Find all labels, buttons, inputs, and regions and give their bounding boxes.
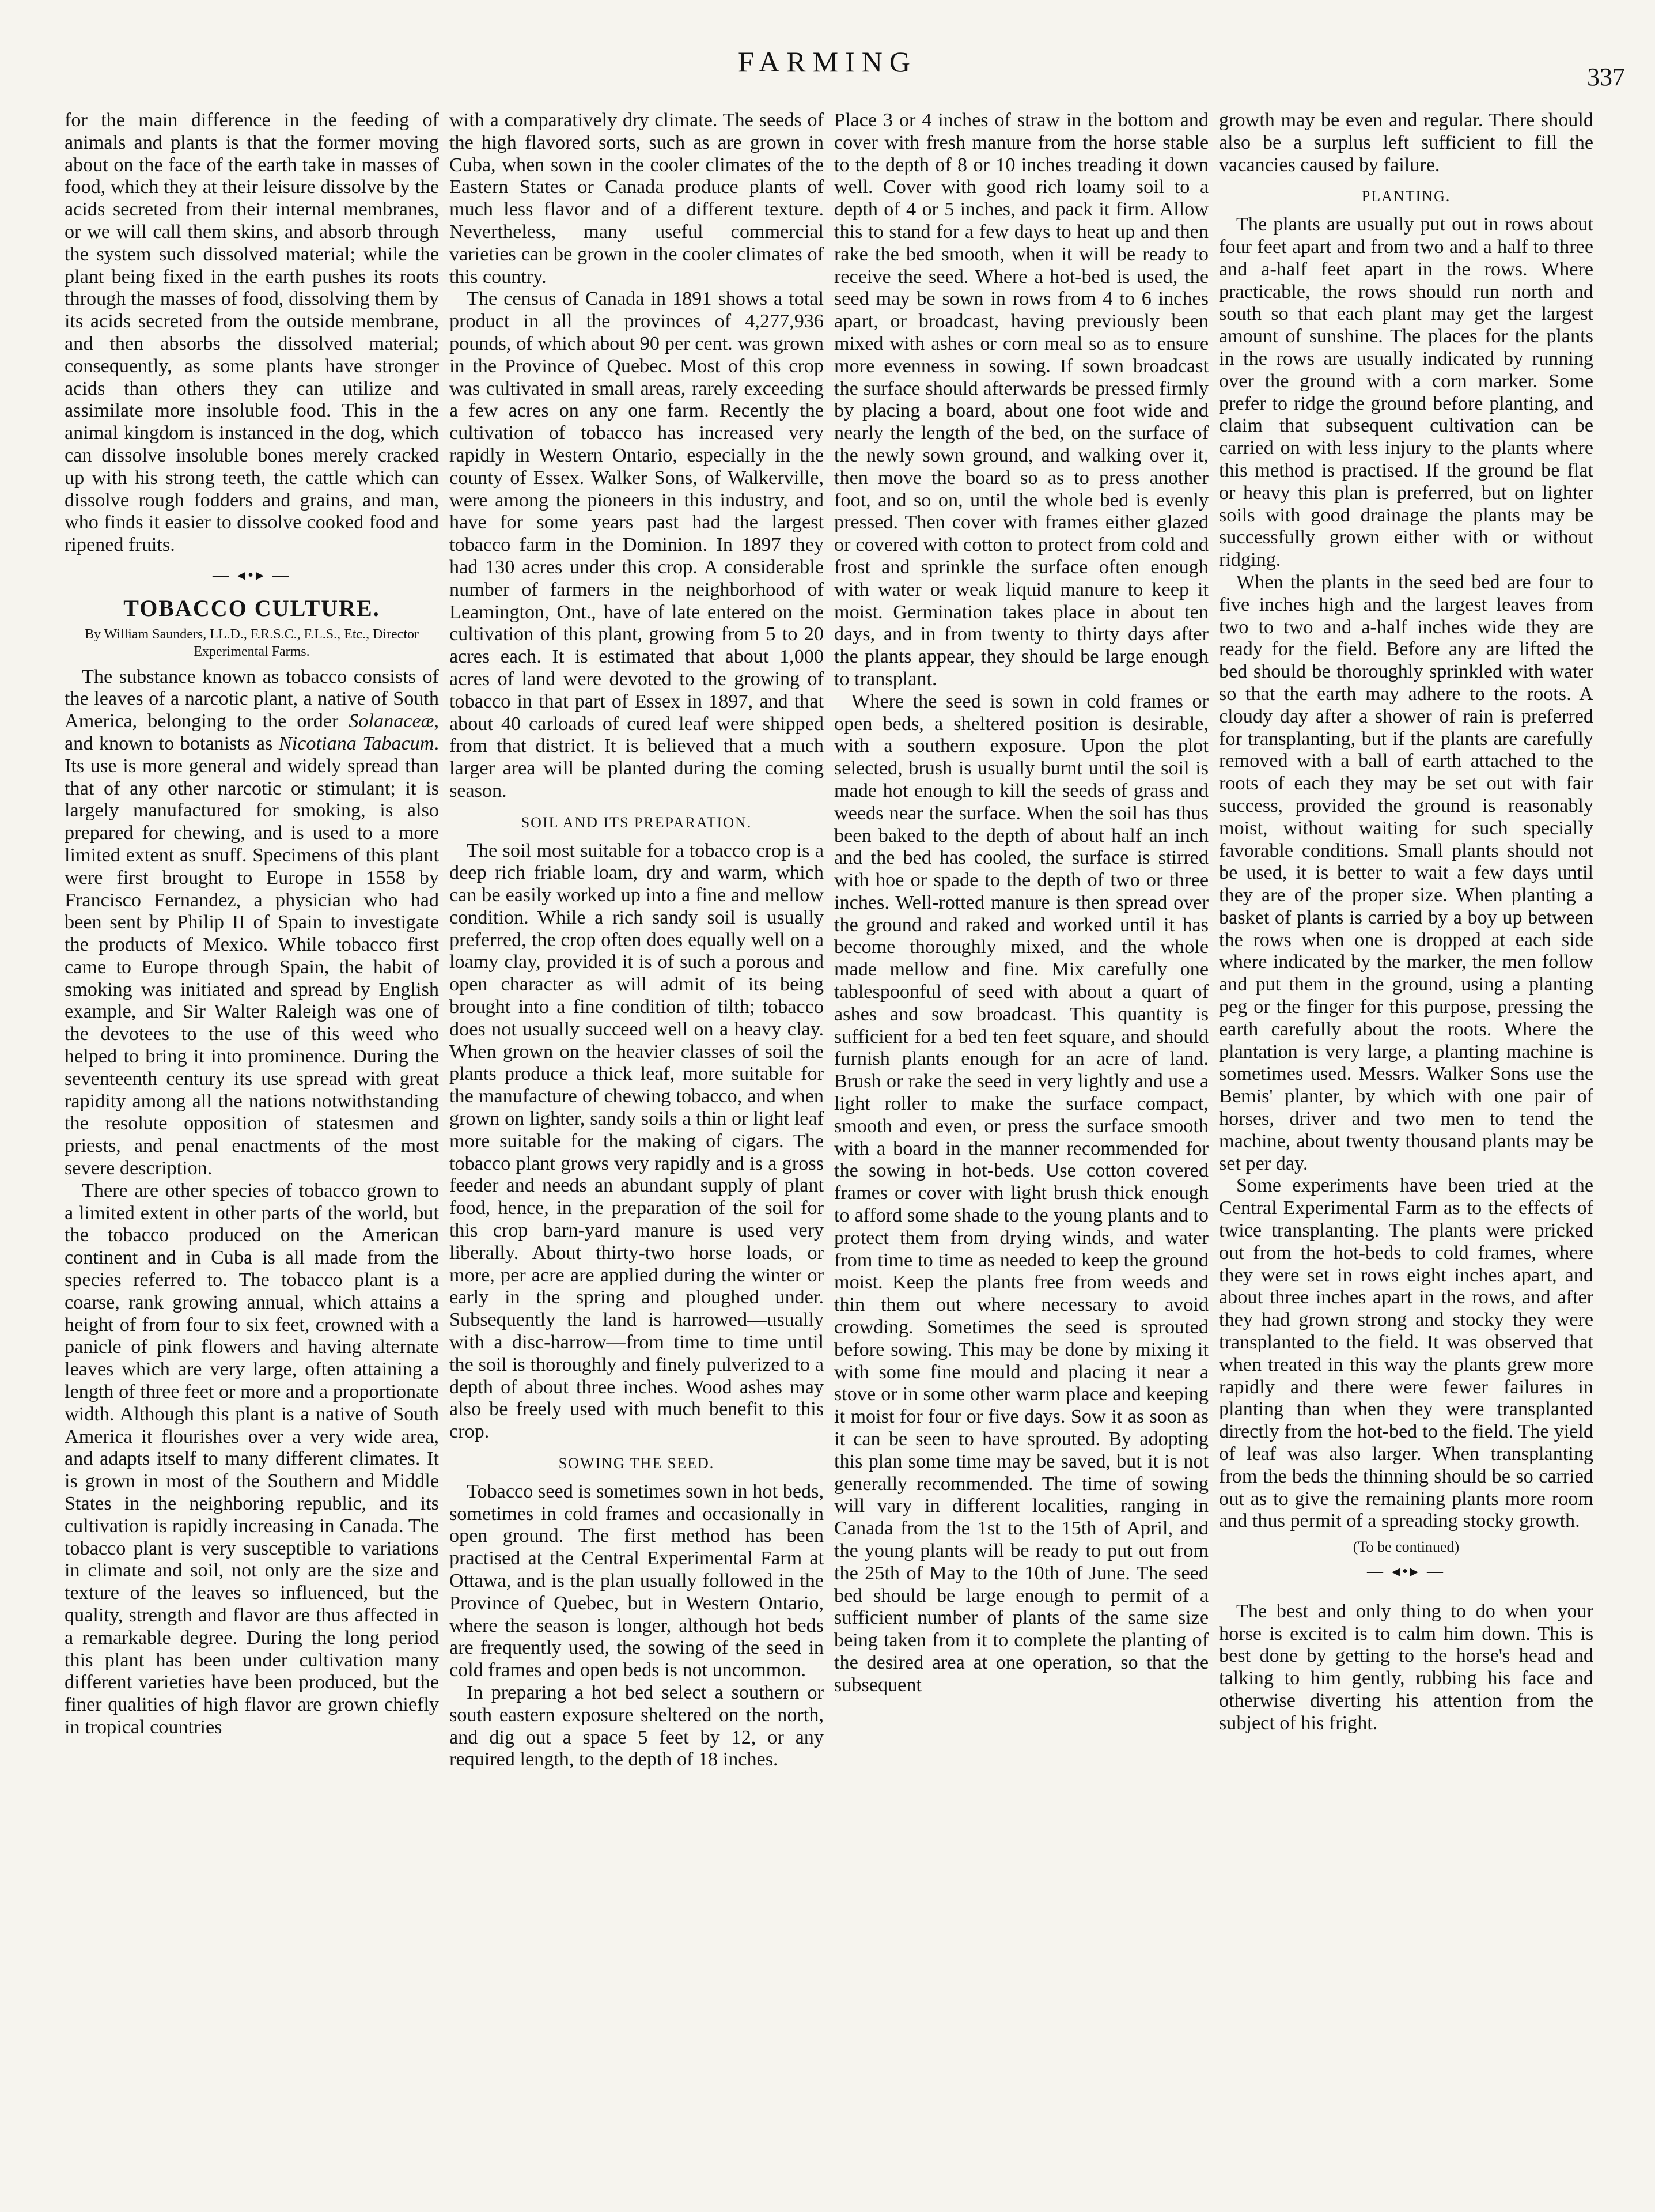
section-heading: SOWING THE SEED. [558, 1455, 715, 1472]
paragraph: Where the seed is sown in cold frames or open beds, a sheltered position is desirable, with a southern exposure. Upon the plot selected, brush is usually burnt until the soil is made hot enough to kill the seeds of grass and weeds near the surface. When the soil has thus been baked to the depth of about half an inch and the bed has cooled, the surface is stirred with hoe or spade to the depth of two or three inches. Well-rotted manure is then spread over the ground and raked and worked until it has become thoroughly mixed, and the whole made mellow and fine. Mix carefully one tablespoonful of seed with about a quart of ashes and sow broadcast. This quantity is sufficient for a bed ten feet square, and should furnish plants enough for an acre of land. Brush or rake the seed in very lightly and use a light roller to make the surface compact, smooth and even, or press the surface smooth with a board in the manner recommended for the sowing in hot-beds. Use cotton covered frames or cover with light brush thick enough to afford some shade to the young plants and to protect them from drying winds, and water from time to time as needed to keep the ground moist. Keep the plants free from weeds and thin them out where necessary to avoid crowding. Sometimes the seed is sprouted before sowing. This may be done by mixing it with some fine mould and placing it near a stove or in some other warm place and keeping it moist for four or five days. Sow it as soon as it can be seen to have sprouted. By adopting this plan some time may be saved, but it is not generally recommended. The time of sowing will vary in different localities, ranging in Canada from the 1st to the 15th of April, and the young plants will be ready to put out from the 25th of May to the 10th of June. The seed bed should be large enough to permit of a sufficient number of plants of the same size being taken from it to complete the planting of the desired area at one operation, so that the subsequent [834, 690, 1209, 1696]
byline: By William Saunders, LL.D., F.R.S.C., F.L.S., Etc., Director Experimental Farms. [84, 626, 419, 659]
paragraph: growth may be even and regular. There should also be a surplus left sufficient to fill the vacancies caused by failure. [1219, 109, 1593, 176]
text-run: . Its use is more general and widely spread than that of any other narcotic or stimulant; it is largely manufactured for smoking, is also prepared for chewing, and is used to a more limited extent as snuff. Specimens of this plant were first brought to Europe in 1558 by Francisco Fernandez, a physician who had been sent by Philip II of Spain to investigate the products of Mexico. While tobacco first came to Europe through Spain, the habit of smoking was initiated and spread by English example, and Sir Walter Raleigh was one of the devotees to the use of this weed who helped to bring it into prominence. During the seventeenth century its use spread with great rapidity among all the nations notwithstanding the resolute opposition of statesmen and priests, and penal enactments of the most severe description. [65, 732, 439, 1179]
column-3 [834, 109, 1209, 2190]
column-1 [65, 109, 439, 2190]
paragraph: for the main difference in the feeding of animals and plants is that the former moving about on the face of the earth take in masses of food, which they at their leisure dissolve by the acids secreted from their internal membranes, or we will call them skins, and absorb through the system such dissolved material; while the plant being fixed in the earth pushes its roots through the masses of food, dissolving them by its acids secreted from the outside membrane, and then absorbs the dissolved material; consequently, as some plants have stronger acids than others they can utilize and assimilate more insoluble food. This in the animal kingdom is instanced in the dog, which can dissolve insoluble bones merely cracked up with his strong teeth, the cattle which can dissolve rough fodders and grains, and man, who finds it easier to dissolve cooked food and ripened fruits. [65, 109, 439, 556]
paragraph: The soil most suitable for a tobacco crop is a deep rich friable loam, dry and warm, which can be easily worked up into a fine and mellow condition. While a rich sandy soil is usually preferred, the crop often does equally well on a loamy clay, provided it is of such a porous and open character as will admit of its being brought into a fine condition of tilth; tobacco does not usually succeed well on a heavy clay. When grown on the heavier classes of soil the plants produce a thick leaf, more suitable for the manufacture of chewing tobacco, and when grown on lighter, sandy soils a thin or light leaf more suitable for the making of cigars. The tobacco plant grows very rapidly and is a gross feeder and needs an abundant supply of plant food, hence, in the preparation of the soil for this crop barn-yard manure is used very liberally. About thirty-two horse loads, or more, per acre are applied during the winter or early in the spring and ploughed under. Subsequently the land is harrowed—usually with a disc-harrow—from time to time until the soil is thoroughly and finely pulverized to a depth of about three inches. Wood ashes may also be freely used with much benefit to this crop. [449, 840, 824, 1443]
article-columns [65, 109, 1597, 2190]
paragraph: The census of Canada in 1891 shows a total product in all the provinces of 4,277,936 pounds, of which about 90 per cent. was grown in the Province of Quebec. Most of this crop was cultivated in small areas, rarely exceeding a few acres on any one farm. Recently the cultivation of tobacco has increased very rapidly in Western Ontario, especially in the county of Essex. Walker Sons, of Walkerville, were among the pioneers in this industry, and have for some years past had the largest tobacco farm in the Dominion. In 1897 they had 130 acres under this crop. A considerable number of farmers in the neighborhood of Leamington, Ont., have of late entered on the cultivation of this plant, growing from 5 to 20 acres each. It is estimated that about 1,000 acres of land were devoted to the growing of tobacco in that part of Essex in 1897, and that about 40 carloads of cured leaf were shipped from that district. It is believed that a much larger area will be planted during the coming season. [449, 288, 824, 801]
botanical-name: Solanaceæ [349, 710, 434, 732]
paragraph: The plants are usually put out in rows about four feet apart and from two and a half to three and a-half feet apart in the rows. Where practicable, the rows should run north and south so that each plant may get the largest amount of sunshine. The places for the plants in the rows are usually indicated by running over the ground with a corn marker. Some prefer to ridge the ground before planting, and claim that subsequent cultivation can be carried on with less injury to the plants where this method is practised. If the ground be flat or heavy this plan is preferred, but on lighter soils with good drainage the plants may be successfully grown either with or without ridging. [1219, 214, 1593, 571]
paragraph: Some experiments have been tried at the Central Experimental Farm as to the effects of twice transplanting. The plants were pricked out from the hot-beds to cold frames, where they were set in rows eight inches apart, and about three inches apart in the rows, and after they had grown strong and stocky they were transplanted to the field. It was observed that when treated in this way the plants grew more rapidly and there were fewer failures in planting than when they were transplanted directly from the hot-bed to the field. The yield of leaf was also larger. When transplanting from the beds the thinning should be so carried out as to give the remaining plants more room and thus permit of a spreading stocky growth. [1219, 1175, 1593, 1532]
paragraph: Tobacco seed is sometimes sown in hot beds, sometimes in cold frames and occasionally in open ground. The first method has been practised at the Central Experimental Farm at Ottawa, and is the plan usually followed in the Province of Quebec, but in Western Ontario, where the season is longer, although hot beds are frequently used, the sowing of the seed in cold frames and open beds is not uncommon. [449, 1480, 824, 1681]
text-run: , and known to botanists as [65, 710, 439, 754]
paragraph [65, 666, 439, 1180]
section-divider: — ◂•▸ — [213, 566, 291, 584]
article-title: TOBACCO CULTURE. [123, 595, 380, 621]
text-run: The substance known as tobacco consists of the leaves of a narcotic plant, a native of South America, belonging to the order [65, 666, 439, 732]
column-4 [1219, 109, 1593, 2190]
column-2 [449, 109, 824, 2190]
paragraph: The best and only thing to do when your horse is excited is to calm him down. This is best done by getting to the horse's head and talking to him gently, rubbing his face and otherwise diverting his attention from the subject of his fright. [1219, 1600, 1593, 1734]
page-header [0, 0, 1655, 91]
paragraph: Place 3 or 4 inches of straw in the bottom and cover with fresh manure from the horse stable to the depth of 8 or 10 inches treading it down well. Cover with good rich loamy soil to a depth of 4 or 5 inches, and pack it firm. Allow this to stand for a few days to heat up and then rake the bed smooth, when it will be ready to receive the seed. Where a hot-bed is used, the seed may be sown in rows from 4 to 6 inches apart, or broadcast, having previously been mixed with ashes or corn meal so as to ensure more evenness in sowing. If sown broadcast the surface should afterwards be pressed firmly by placing a board, about one foot wide and nearly the length of the bed, on the surface of the newly sown ground, and walking over it, then move the board so as to press another foot, and so on, until the whole bed is evenly pressed. Then cover with frames either glazed or covered with cotton to protect from cold and frost and sprinkle the surface often enough with water or weak liquid manure to keep it moist. Germination takes place in about ten days, and in from twenty to thirty days after the plants appear, they should be large enough to transplant. [834, 109, 1209, 690]
section-heading: PLANTING. [1361, 188, 1451, 205]
paragraph: In preparing a hot bed select a southern or south eastern exposure sheltered on the north, and dig out a space 5 feet by 12, or any required length, to the depth of 18 inches. [449, 1681, 824, 1771]
section-divider: — ◂•▸ — [1367, 1563, 1445, 1580]
paragraph: There are other species of tobacco grown to a limited extent in other parts of the world, but the tobacco produced on the American continent and in Cuba is all made from the species referred to. The tobacco plant is a coarse, rank growing annual, which attains a height of from four to six feet, crowned with a panicle of pink flowers and having alternate leaves which are very large, often attaining a length of three feet or more and a proportionate width. Although this plant is a native of South America it flourishes over a very wide area, and adapts itself to many different climates. It is grown in most of the Southern and Middle States in the neighboring republic, and its cultivation is rapidly increasing in Canada. The tobacco plant is very susceptible to variations in climate and soil, not only are the size and texture of the leaves so influenced, but the quality, strength and flavor are thus affected in a remarkable degree. During the long period this plant has been under cultivation many different varieties have been produced, but the finer qualities of high flavor are grown chiefly in tropical countries [65, 1179, 439, 1738]
page-number: 337 [1587, 63, 1625, 91]
section-heading: SOIL AND ITS PREPARATION. [521, 814, 752, 831]
running-head: FARMING [738, 46, 917, 78]
continued-note: (To be continued) [1353, 1538, 1460, 1556]
paragraph: When the plants in the seed bed are four to five inches high and the largest leaves from two to two and a-half inches wide they are ready for the field. Before any are lifted the bed should be thoroughly sprinkled with water so that the earth may adhere to the roots. A cloudy day after a shower of rain is preferred for transplanting, but if the plants are carefully removed with a ball of earth attached to the roots of each they may be set out with fair success, provided the ground is reasonably moist, without waiting for such specially favorable conditions. Small plants should not be used, it is better to wait a few days until they are of the proper size. When planting a basket of plants is carried by a boy up between the rows when one is dropped at each side where indicated by the marker, the men follow and put them in the ground, using a planting peg or the finger for this purpose, pressing the earth carefully about the roots. Where the plantation is very large, a planting machine is sometimes used. Messrs. Walker Sons use the Bemis' planter, by which with one pair of horses, driver and two men to tend the machine, about twenty thousand plants may be set per day. [1219, 571, 1593, 1174]
botanical-name: Nicotiana Tabacum [278, 732, 434, 754]
paragraph: with a comparatively dry climate. The seeds of the high flavored sorts, such as are grown in Cuba, when sown in the cooler climates of the Eastern States or Canada produce plants of much less flavor and of a different texture. Nevertheless, many useful commercial varieties can be grown in the cooler climates of this country. [449, 109, 824, 288]
